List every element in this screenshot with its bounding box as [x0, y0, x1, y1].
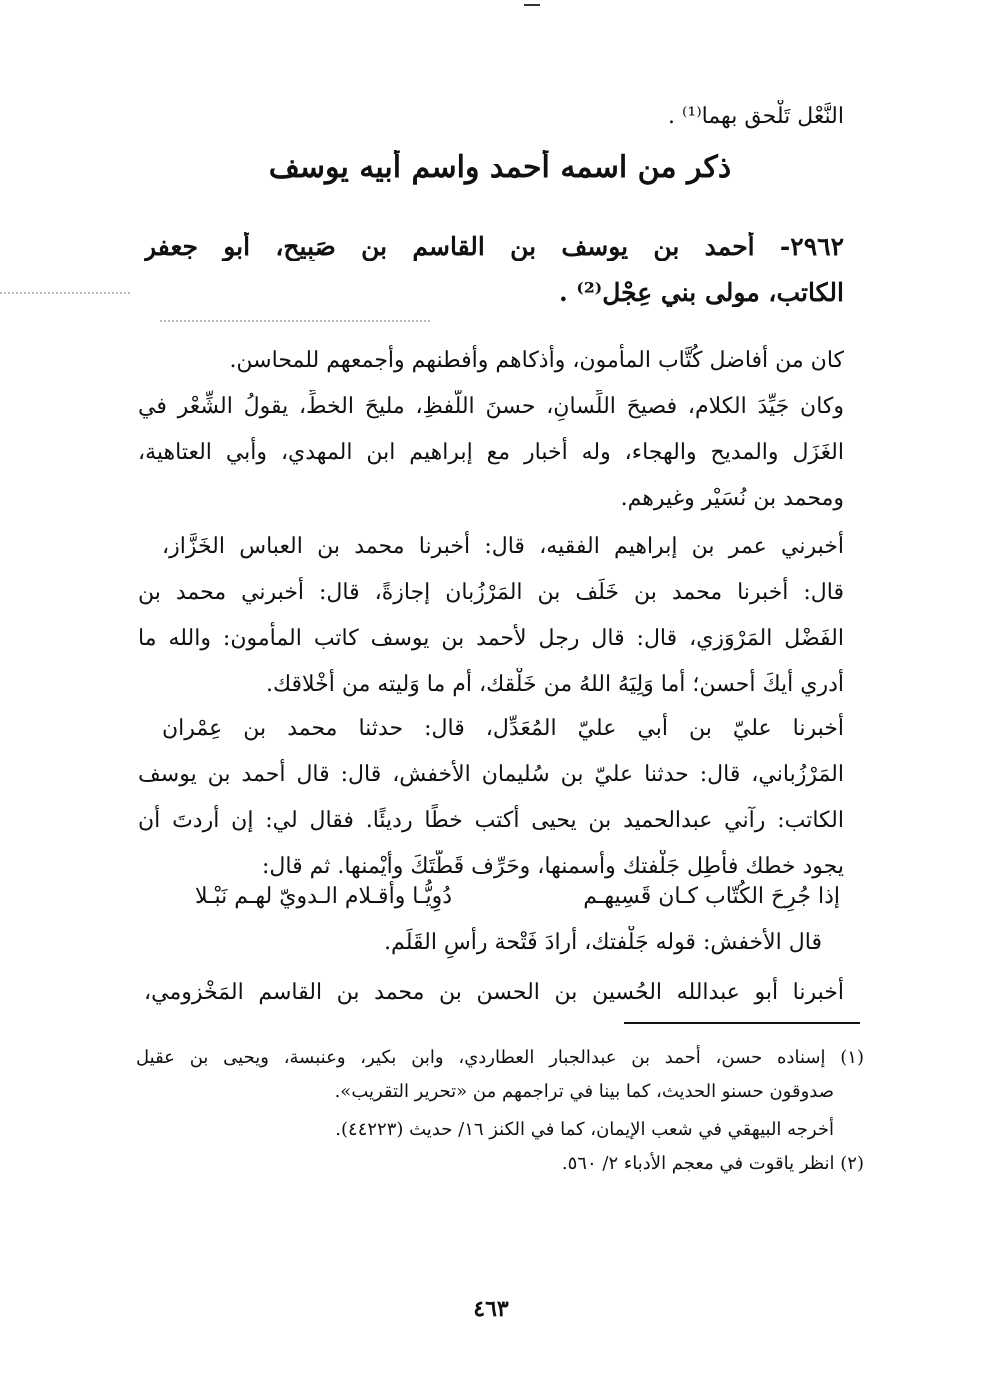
paragraph-3-line-4: يجود خطك فأطِل جَلْفتك وأسمنها، وحَرِّف قَطَّتَكَ وأيْمنها. ثم قال:	[261, 854, 844, 879]
paragraph-2-line-4: أدري أيكَ أحسن؛ أما وَلِيَهُ اللهُ من خَلْقك، أم ما وَليته من أخْلاقك.	[265, 672, 844, 697]
poem-first-hemistich: إذا جُرِحَ الكُتّاب كـان قَسِيهـم	[583, 884, 840, 909]
poem-note: قال الأخفش: قوله جَلْفتك، أرادَ فَتْحة رأسِ القَلَم.	[384, 930, 822, 955]
paragraph-2-line-3: الفَضْل المَرْوَزي، قال: قال رجل لأحمد بن يوسف كاتب المأمون: والله ما	[138, 626, 844, 651]
top-margin-mark	[524, 4, 540, 6]
paragraph-3-line-1: أخبرنا عليّ بن أبي عليّ المُعَدِّل، قال: حدثنا محمد بن عِمْران	[162, 716, 844, 741]
last-body-line: أخبرنا أبو عبدالله الحُسين بن الحسن بن محمد بن القاسم المَخْزومي،	[144, 980, 844, 1005]
poem-second-hemistich: دُوِيُّـا وأقـلام الـدويّ لهـم نَبْـلا	[194, 884, 452, 909]
page-number: ٤٦٣	[473, 1296, 509, 1322]
footnote-rule	[624, 1022, 860, 1024]
entry-line-2: الكاتب، مولى بني عِجْل⁽²⁾ .	[558, 278, 844, 307]
paragraph-3-line-3: الكاتب: رآني عبدالحميد بن يحيى أكتب خطًا رديئًا. فقال لي: إن أردتَ أن	[138, 808, 844, 833]
paragraph-1-line-3: الغَزَل والمديح والهجاء، وله أخبار مع إبراهيم ابن المهدي، وأبي العتاهية،	[138, 440, 844, 465]
paragraph-1-line-2: وكان جَيِّدَ الكلام، فصيحَ اللِّسانِ، حسنَ اللَّفظِ، مليحَ الخطِّ، يقولُ الشِّعْر في	[138, 394, 844, 419]
paragraph-2-line-1: أخبرني عمر بن إبراهيم الفقيه، قال: أخبرنا محمد بن العباس الخَزَّاز،	[162, 534, 844, 559]
paragraph-3-line-2: المَرْزُباني، قال: حدثنا عليّ بن سُليمان الأخفش، قال: قال أحمد بن يوسف	[138, 762, 844, 787]
paragraph-1-line-4: ومحمد بن نُسَيْر وغيرهم.	[620, 486, 844, 511]
footnote-2-line-1: (٢) انظر ياقوت في معجم الأدباء ٢/ ٥٦٠.	[561, 1153, 864, 1174]
footnote-1-line-1: (١) إسناده حسن، أحمد بن عبدالجبار العطاردي، وابن بكير، وعنبسة، ويحيى بن عقيل	[136, 1047, 864, 1068]
continuation-line: النَّعْل تَلْحق بهما⁽¹⁾ .	[668, 104, 844, 129]
footnote-1-line-3: أخرجه البيهقي في شعب الإيمان، كما في الكنز ١٦/ حديث (٤٤٢٢٣).	[335, 1119, 834, 1140]
scan-dots	[160, 320, 430, 324]
entry-line-1: ٢٩٦٢- أحمد بن يوسف بن القاسم بن صَبِيح، أبو جعفر	[144, 232, 844, 261]
footnote-1-line-2: صدوقون حسنو الحديث، كما بينا في تراجمهم من «تحرير التقريب».	[334, 1081, 834, 1102]
paragraph-1-line-1: كان من أفاضل كُتَّاب المأمون، وأذكاهم وأفطنهم وأجمعهم للمحاسن.	[229, 348, 844, 373]
section-heading: ذكر من اسمه أحمد واسم أبيه يوسف	[268, 150, 732, 185]
scan-dots	[0, 292, 130, 296]
paragraph-2-line-2: قال: أخبرنا محمد بن خَلَف بن المَرْزُبان إجازةً، قال: أخبرني محمد بن	[138, 580, 844, 605]
